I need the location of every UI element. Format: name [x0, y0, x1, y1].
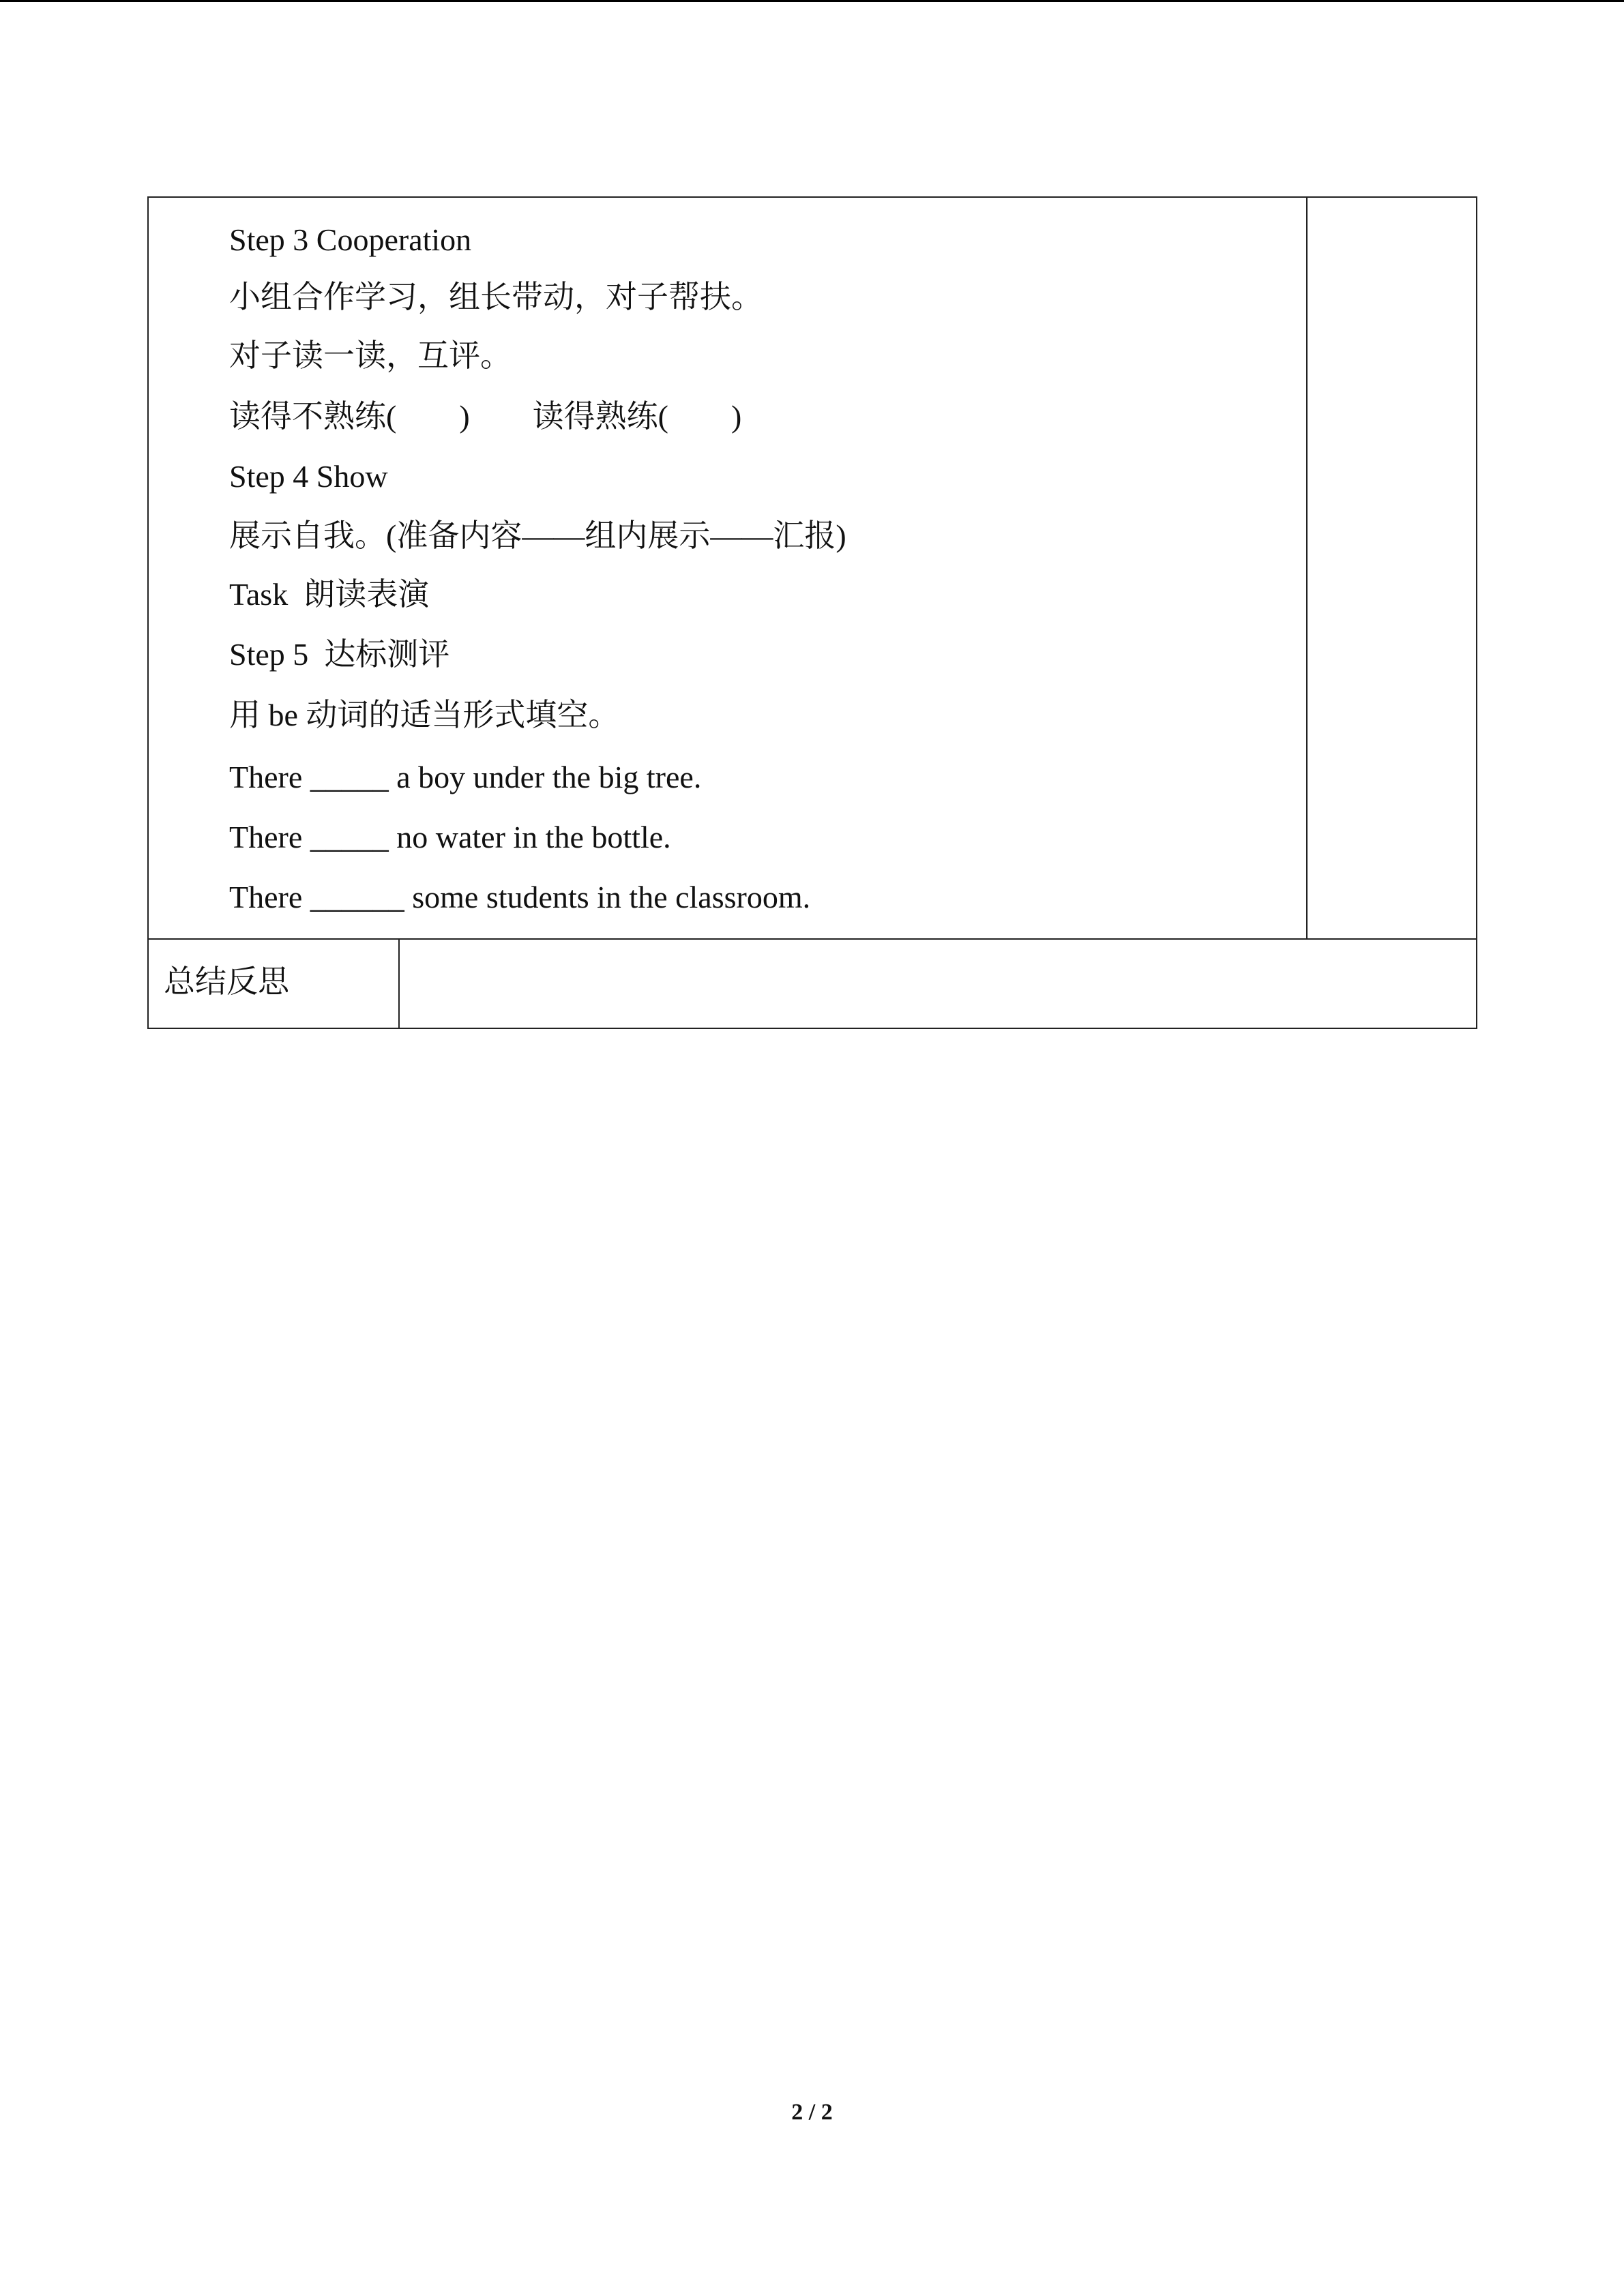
- step-5-instruction: 用 be 动词的适当形式填空。: [229, 698, 620, 732]
- exercise-item-2: There _____ no water in the bottle.: [229, 820, 671, 854]
- summary-label: 总结反思: [164, 964, 289, 999]
- step-4-instruction: 展示自我。(准备内容——组内展示——汇报): [229, 518, 846, 553]
- page-number: 2 / 2: [791, 2100, 833, 2125]
- summary-label-cell: [149, 940, 400, 1028]
- reading-evaluation-line: 读得不熟练( ) 读得熟练( ): [229, 399, 742, 434]
- top-border-rule: [0, 0, 1624, 2]
- summary-content-cell: [400, 940, 1476, 1028]
- exercise-item-1: There _____ a boy under the big tree.: [229, 760, 702, 794]
- step-3-peer-reading: 对子读一读，互评。: [229, 338, 512, 373]
- step-3-instruction: 小组合作学习，组长带动，对子帮扶。: [229, 280, 763, 314]
- notes-column-cell: [1308, 198, 1476, 940]
- step-4-heading: Step 4 Show: [229, 459, 388, 494]
- lesson-steps-cell: [149, 198, 1308, 940]
- exercise-item-3: There ______ some students in the classroom.: [229, 880, 811, 914]
- lesson-plan-table: [147, 196, 1477, 1029]
- step-5-heading: Step 5 达标测评: [229, 637, 450, 672]
- step-3-heading: Step 3 Cooperation: [229, 222, 472, 257]
- task-line: Task 朗读表演: [229, 577, 430, 612]
